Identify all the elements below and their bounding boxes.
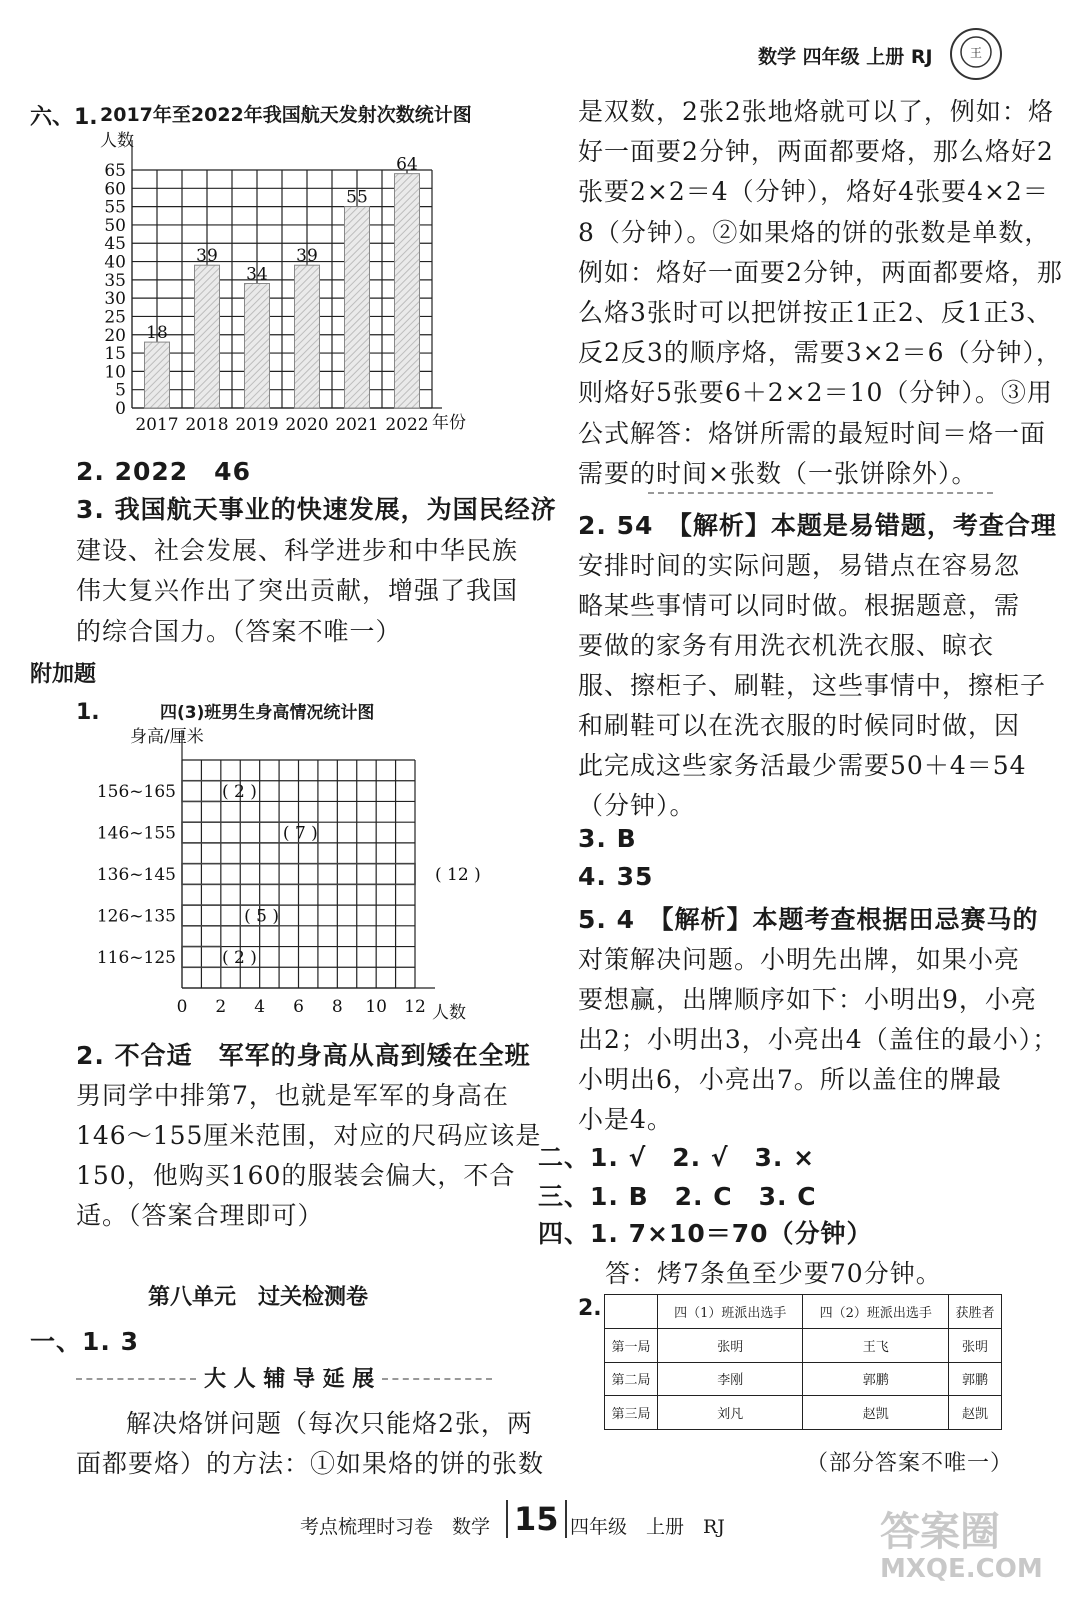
continued-line: 公式解答：烙饼所需的最短时间＝烙一面 — [578, 418, 1047, 448]
section-4-answer: 答：烤7条鱼至少要70分钟。 — [605, 1259, 942, 1288]
chart1-data-label: 39 — [196, 246, 218, 267]
chart1-data-label: 34 — [246, 264, 268, 285]
chart1-y-tick: 55 — [104, 197, 126, 218]
chart2-category-label: 136~145 — [96, 865, 176, 885]
extra-2-line: 男同学中排第7，也就是军军的身高在 — [76, 1081, 509, 1110]
chart1-bar — [145, 342, 170, 408]
table-cell: 刘凡 — [658, 1396, 803, 1430]
table-header-winner: 获胜者 — [948, 1295, 1001, 1329]
section-3: 三、1. B 2. C 3. C — [538, 1182, 817, 1211]
table-cell: 郭鹏 — [948, 1362, 1001, 1396]
chart1-y-tick: 5 — [115, 380, 126, 401]
chart1-y-tick: 35 — [104, 270, 126, 291]
chart1-data-label: 18 — [146, 323, 168, 344]
table-row — [605, 1362, 1002, 1396]
chart2-title: 四(3)班男生身高情况统计图 — [160, 703, 375, 723]
svg-text:王: 王 — [969, 46, 983, 60]
chart1-bar — [345, 207, 370, 408]
chart1-bar — [245, 284, 270, 408]
question-2-line: 略某些事情可以同时做。根据题意，需 — [578, 591, 1021, 620]
tutor-line: 解决烙饼问题（每次只能烙2张，两 — [126, 1409, 533, 1438]
chart1-y-tick: 60 — [104, 179, 126, 200]
table-header-class1: 四（1）班派出选手 — [658, 1295, 803, 1329]
footer-right: 四年级 上册 RJ — [570, 1516, 725, 1538]
chart2-data-label: ( 2 ) — [222, 782, 257, 803]
chart1-y-tick: 20 — [104, 325, 126, 346]
question-6-3-line: 建设、社会发展、科学进步和中华民族 — [76, 535, 519, 565]
question-6-3-line: 3. 我国航天事业的快速发展，为国民经济 — [76, 495, 557, 524]
chart1-x-tick: 2021 — [335, 415, 379, 435]
question-2-line: 2. 54 【解析】本题是易错题，考查合理 — [578, 511, 1057, 540]
chart1-xlabel: 年份 — [432, 413, 466, 433]
watermark-url: MXQE.COM — [880, 1554, 1043, 1584]
chart1-data-label: 55 — [346, 187, 368, 208]
table-cell: 张明 — [658, 1329, 803, 1363]
chart2-xlabel: 人数 — [432, 1003, 466, 1023]
extra-2-line: 146～155厘米范围，对应的尺码应该是 — [76, 1121, 542, 1150]
chart2-data-label: ( 5 ) — [244, 906, 279, 927]
chart2-x-tick: 10 — [365, 997, 387, 1017]
table-cell: 第三局 — [605, 1396, 658, 1430]
watermark-text: 答案圈 — [880, 1509, 1000, 1555]
chart1-y-tick: 65 — [104, 161, 126, 181]
right-divider — [648, 492, 993, 494]
table-row — [605, 1329, 1002, 1363]
section-2: 二、1. √ 2. √ 3. × — [538, 1143, 816, 1172]
chart1-bar — [295, 265, 320, 408]
chart2-x-tick: 6 — [293, 997, 304, 1017]
match-table — [604, 1294, 1002, 1430]
chart2-category-label: 116~125 — [96, 947, 176, 968]
chart2-category-label: 156~165 — [96, 782, 176, 803]
continued-line: 反2反3的顺序烙，需要3×2＝6（分钟）， — [578, 338, 1062, 368]
question-4: 4. 35 — [578, 862, 654, 891]
question-6-3-line: 的综合国力。（答案不唯一） — [76, 616, 402, 646]
chart1-y-tick: 10 — [104, 362, 126, 383]
chart1-y-tick: 0 — [115, 399, 126, 419]
table-header-class2: 四（2）班派出选手 — [803, 1295, 948, 1329]
chart1-x-tick: 2022 — [385, 415, 429, 435]
continued-line: 是双数，2张2张地烙就可以了，例如：烙 — [578, 97, 1054, 126]
chart1-y-tick: 15 — [104, 344, 126, 365]
chart1-y-tick: 30 — [104, 289, 126, 310]
table-cell: 赵凯 — [803, 1396, 948, 1430]
chart1-x-tick: 2019 — [235, 415, 279, 435]
table-cell: 李刚 — [658, 1362, 803, 1396]
table-cell: 张明 — [948, 1329, 1001, 1363]
table-cell: 第一局 — [605, 1329, 658, 1363]
chart2-x-tick: 8 — [331, 997, 343, 1017]
question-2-line: 服、擦柜子、刷鞋，这些事情中，擦柜子 — [578, 671, 1047, 700]
table-cell: 第二局 — [605, 1362, 658, 1396]
chart2-data-label: ( 2 ) — [222, 947, 257, 968]
section-4-2-label: 2. — [578, 1296, 602, 1321]
extra-1-label: 1. — [76, 700, 100, 725]
chart1-svg — [90, 128, 490, 438]
question-2-line: 和刷鞋可以在洗衣服的时候同时做，因 — [578, 711, 1021, 740]
question-2-line: 安排时间的实际问题，易错点在容易忽 — [578, 551, 1021, 580]
extra-2-line: 2. 不合适 军军的身高从高到矮在全班 — [76, 1041, 531, 1070]
question-3: 3. B — [578, 824, 637, 853]
page-number: 15 — [506, 1500, 567, 1538]
publisher-logo — [950, 28, 1002, 80]
unit-title: 第八单元 过关检测卷 — [148, 1285, 369, 1310]
chart2-x-tick: 4 — [254, 997, 266, 1017]
chart1-y-tick: 50 — [104, 215, 126, 236]
extra-title: 附加题 — [30, 662, 97, 687]
question-6-2: 2. 2022 46 — [76, 457, 251, 486]
chart2-x-tick: 2 — [215, 997, 227, 1017]
chart1-ylabel: 人数 — [100, 131, 134, 151]
chart2-category-label: 146~155 — [96, 823, 176, 844]
question-2-line: 此完成这些家务活最少需要50＋4＝54 — [578, 751, 1027, 780]
chart1-data-label: 39 — [296, 246, 318, 267]
question-2-line: （分钟）。 — [578, 791, 696, 820]
unit-question-1-1: 一、1. 3 — [30, 1327, 139, 1356]
table-header-empty — [605, 1295, 658, 1329]
question-5-line: 5. 4 【解析】本题考查根据田忌赛马的 — [578, 905, 1039, 934]
question-5-line: 小是4。 — [578, 1105, 673, 1134]
table-cell: 赵凯 — [948, 1396, 1001, 1430]
tutor-divider-left — [76, 1378, 196, 1380]
note: （部分答案不唯一） — [806, 1451, 1014, 1476]
question-2-line: 要做的家务有用洗衣机洗衣服、晾衣 — [578, 631, 995, 660]
continued-line: 例如：烙好一面要2分钟，两面都要烙，那 — [578, 257, 1063, 287]
chart2-svg — [90, 724, 500, 1024]
question-5-line: 对策解决问题。小明先出牌，如果小亮 — [578, 945, 1021, 974]
extra-2-line: 适。（答案合理即可） — [76, 1201, 324, 1230]
tutor-title: 大 人 辅 导 延 展 — [204, 1367, 375, 1392]
chart1-x-tick: 2020 — [285, 415, 329, 435]
tutor-line: 面都要烙）的方法：①如果烙的饼的张数 — [76, 1449, 545, 1478]
header-subject: 数学 四年级 上册 RJ — [758, 46, 933, 68]
question-5-line: 要想赢，出牌顺序如下：小明出9，小亮 — [578, 985, 1037, 1014]
continued-line: 需要的时间×张数（一张饼除外）。 — [578, 458, 978, 488]
chart2-x-tick: 0 — [176, 997, 188, 1017]
question-5-line: 小明出6，小亮出7。所以盖住的牌最 — [578, 1065, 1002, 1094]
table-cell: 王飞 — [803, 1329, 948, 1363]
chart1-x-tick: 2018 — [185, 415, 229, 435]
chart1-data-label: 64 — [396, 154, 418, 175]
chart1-y-tick: 25 — [104, 307, 126, 328]
chart1-x-tick: 2017 — [135, 415, 179, 435]
chart1-y-tick: 45 — [104, 234, 126, 255]
tutor-divider-right — [382, 1378, 492, 1380]
question-5-line: 出2；小明出3，小亮出4（盖住的最小）； — [578, 1025, 1059, 1054]
table-row — [605, 1396, 1002, 1430]
chart2-category-label: 126~135 — [96, 906, 176, 927]
section-4-1: 四、1. 7×10＝70（分钟） — [538, 1219, 873, 1248]
continued-line: 张要2×2＝4（分钟），烙好4张要4×2＝ — [578, 177, 1049, 207]
extra-2-line: 150，他购买160的服装会偏大，不合 — [76, 1161, 516, 1190]
continued-line: 么烙3张时可以把饼按正1正2、反1正3、 — [578, 298, 1053, 327]
footer-left: 考点梳理时习卷 数学 — [300, 1516, 491, 1538]
continued-line: 则烙好5张要6＋2×2＝10（分钟）。③用 — [578, 378, 1053, 408]
chart2-data-label: ( 7 ) — [282, 823, 318, 844]
question-6-1-label: 六、1. — [30, 105, 98, 130]
chart2-data-label: ( 12 ) — [435, 865, 481, 885]
chart1-y-tick: 40 — [104, 252, 126, 273]
chart1-bar — [395, 174, 420, 408]
question-6-3-line: 伟大复兴作出了突出贡献，增强了我国 — [76, 576, 519, 605]
chart1-title: 2017年至2022年我国航天发射次数统计图 — [100, 104, 472, 126]
chart2-x-tick: 12 — [404, 997, 426, 1017]
continued-line: 8（分钟）。②如果烙的饼的张数是单数， — [578, 217, 1051, 247]
table-cell: 郭鹏 — [803, 1362, 948, 1396]
continued-line: 好一面要2分钟，两面都要烙，那么烙好2 — [578, 137, 1054, 167]
chart2-ylabel: 身高/厘米 — [130, 727, 204, 747]
chart1-bar — [195, 265, 220, 408]
